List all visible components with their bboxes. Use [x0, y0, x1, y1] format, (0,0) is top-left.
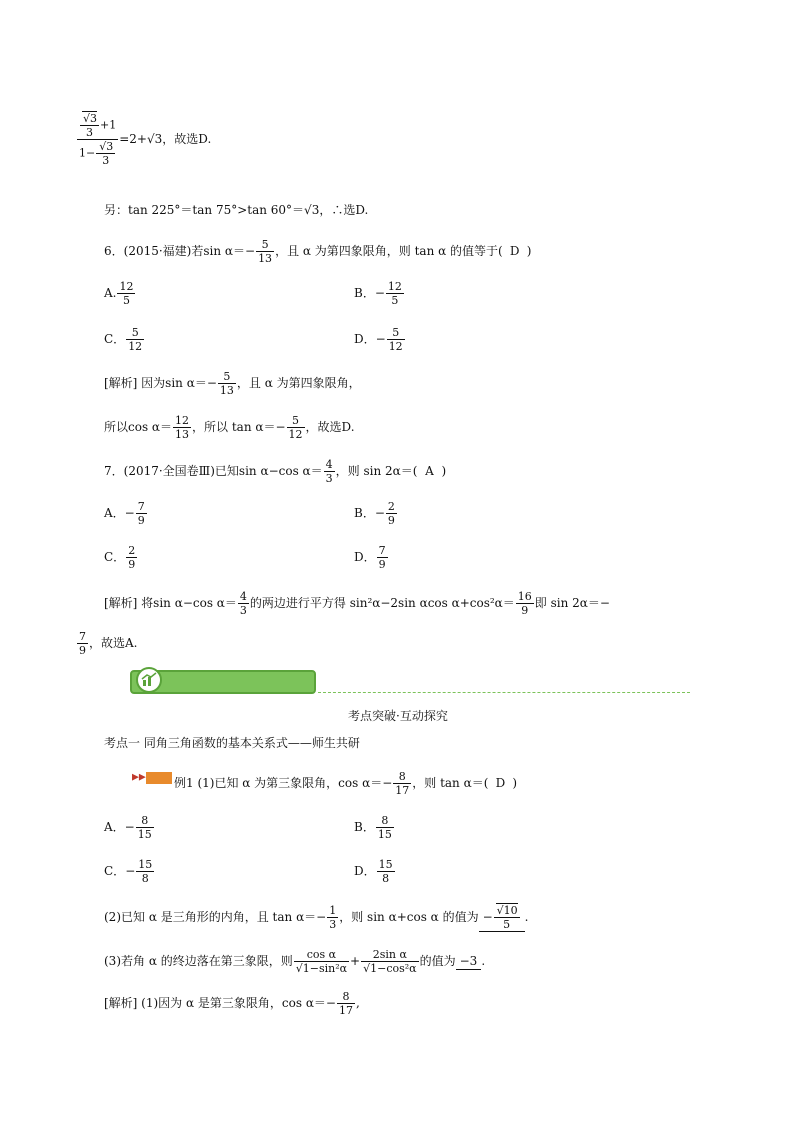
top-num-fraction: $\frac{√3}{3}$: [80, 112, 99, 139]
q7-stem: 7．(2017·全国卷Ⅲ)已知sin α−cos α＝ $\frac{4}{3}$ ，则 sin 2α＝( A ): [104, 458, 447, 485]
top-den-fraction: $\frac{√3}{3}$: [96, 140, 115, 167]
q6-analysis-1: [解析] 因为sin α＝− $\frac{5}{13}$ ，且 α 为第四象限角，: [104, 370, 361, 397]
q6-option-b: B．− $\frac{12}{5}$: [354, 280, 402, 307]
top-complex-fraction: $\frac{√3}{3}$ +1 1− $\frac{√3}{3}$: [79, 112, 117, 167]
ex1-part2-answer: − $\frac{√10}{5}$: [479, 904, 525, 932]
top-solution-result: =2+√3，故选D.: [119, 132, 212, 146]
q6-answer: D: [509, 244, 520, 258]
q7-option-b: B．− $\frac{2}{9}$: [354, 500, 395, 527]
ex1-option-c: C．− $\frac{15}{8}$: [104, 858, 153, 885]
section-subtitle: 考点突破·互动探究: [348, 709, 448, 723]
q6-option-c: C． $\frac{5}{12}$: [104, 326, 143, 353]
q7-analysis: [解析] 将sin α−cos α＝ $\frac{4}{3}$ 的两边进行平方得 sin²α−2sin αcos α+cos²α＝ $\frac{16}{9}$ 即 sin 2α＝−: [104, 590, 610, 617]
q7-option-a: A．− $\frac{7}{9}$: [104, 500, 145, 527]
alt-line: 另：tan 225°＝tan 75°>tan 60°＝√3，∴选D.: [104, 203, 369, 217]
ex1-answer: D: [495, 776, 506, 790]
q6-option-d: D．− $\frac{5}{12}$: [354, 326, 403, 353]
ex1-option-b: B． $\frac{8}{15}$: [354, 814, 392, 841]
q6-stem: 6．(2015·福建)若sin α＝− $\frac{5}{13}$ ，且 α 为第四象限角，则 tan α 的值等于( D ): [104, 238, 532, 265]
q7-answer: A: [425, 464, 434, 478]
ex1-part3-answer: −3: [456, 953, 482, 970]
q7-option-c: C． $\frac{2}{9}$: [104, 544, 136, 571]
section-topic: 考点一 同角三角函数的基本关系式——师生共研: [104, 736, 360, 750]
ex1-option-d: D． $\frac{15}{8}$: [354, 858, 393, 885]
q7-option-d: D． $\frac{7}{9}$: [354, 544, 386, 571]
chart-icon: [136, 667, 162, 693]
section-dashed-divider: [318, 692, 690, 693]
ex1-part2: (2)已知 α 是三角形的内角，且 tan α＝− $\frac{1}{3}$ ，则 sin α+cos α 的值为 − $\frac{√10}{5}$ .: [104, 904, 529, 931]
ex1-analysis: [解析] (1)因为 α 是第三象限角，cos α＝− $\frac{8}{17}$ ,: [104, 990, 360, 1017]
example-tag-box: [146, 772, 172, 784]
q6-analysis-2: 所以cos α＝ $\frac{12}{13}$ ，所以 tan α＝− $\frac{5}{12}$ ，故选D.: [104, 414, 355, 441]
q6-stem-fraction: $\frac{5}{13}$: [258, 238, 273, 265]
q7-analysis-cont: $\frac{7}{9}$ ，故选A.: [79, 630, 138, 657]
ex1-option-a: A．− $\frac{8}{15}$: [104, 814, 152, 841]
q6-option-a: A. $\frac{12}{5}$: [104, 280, 134, 307]
ex1-part1: 例1 (1)已知 α 为第三象限角，cos α＝− $\frac{8}{17}$ ，则 tan α＝( D ): [174, 770, 518, 797]
double-arrow-icon: ▶▶: [132, 772, 146, 783]
top-solution-line: [76, 112, 211, 167]
example-marker: [132, 770, 172, 784]
ex1-part3: (3)若角 α 的终边落在第三象限，则 $\frac{\text{cos α}}{\text{√1−sin²α}}$ + $\frac{\text{2sin α}}{\text{√1−cos²α}}$ 的值为 −3 .: [104, 948, 486, 975]
